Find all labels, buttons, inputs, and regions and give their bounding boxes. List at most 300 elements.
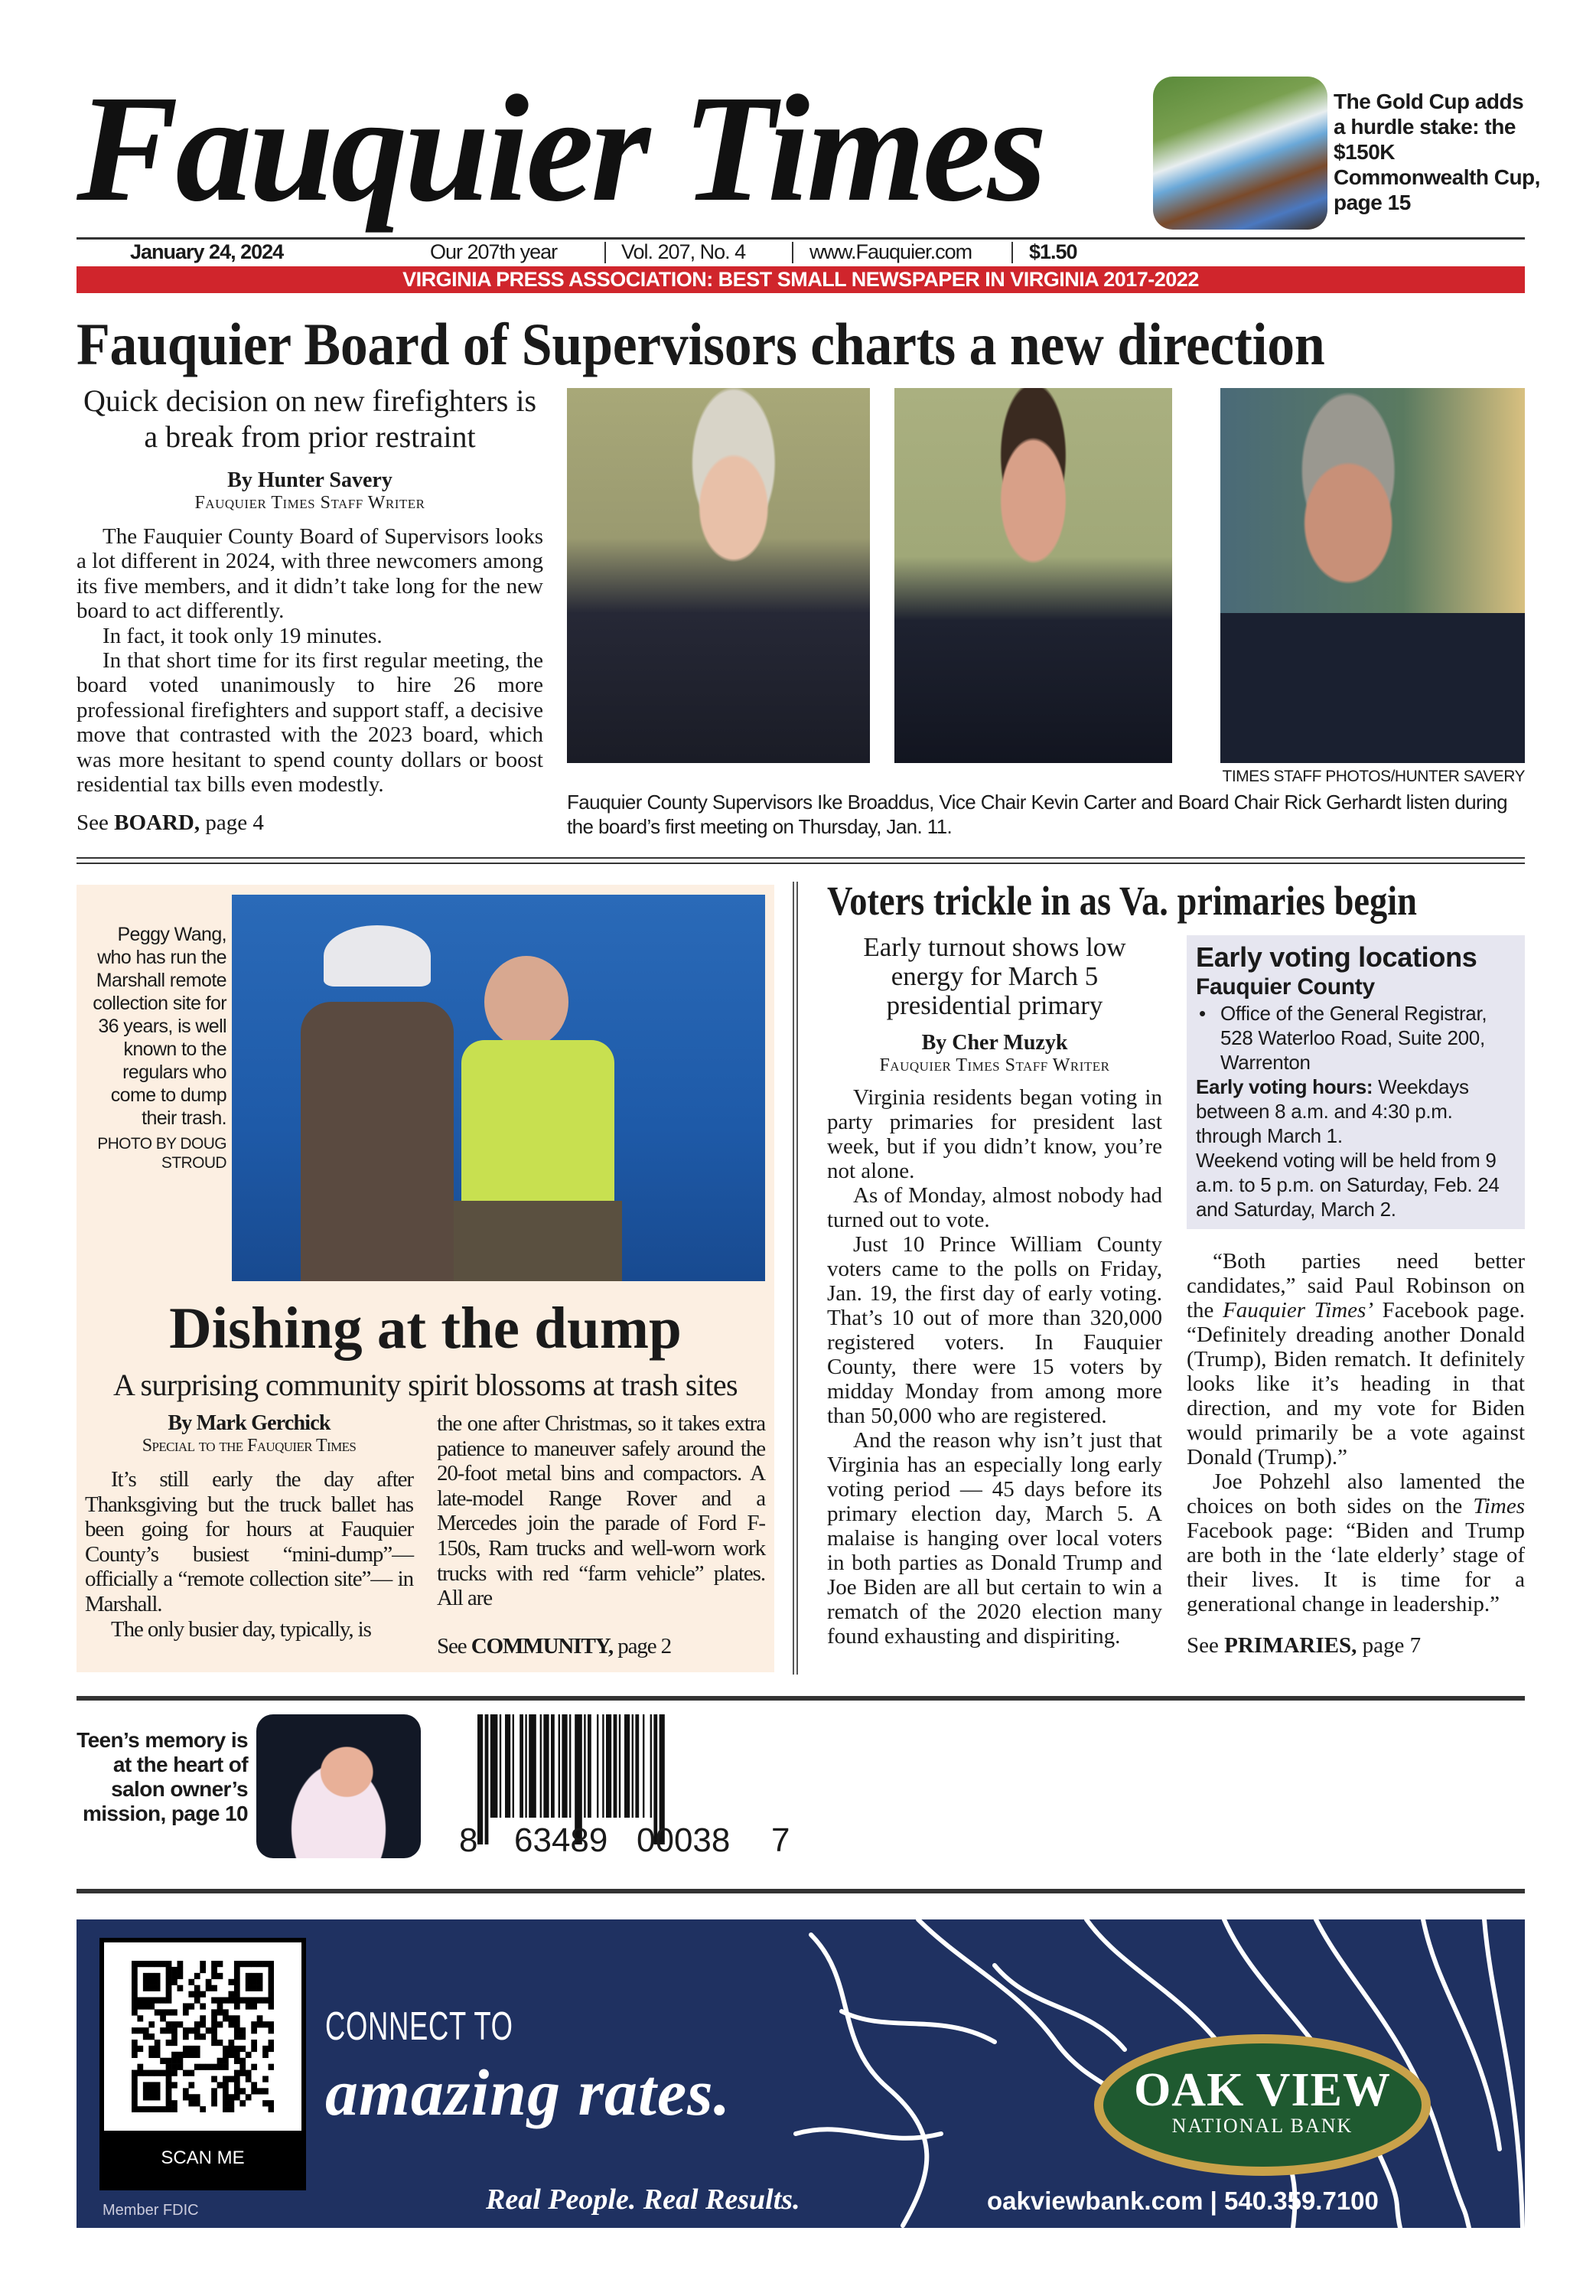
qr-module — [148, 2052, 155, 2058]
masthead-rule — [77, 237, 1525, 240]
qr-module — [228, 1991, 234, 1998]
qr-module — [194, 1973, 200, 1979]
qr-module — [246, 2052, 252, 2058]
qr-module — [171, 2106, 178, 2112]
qr-module — [148, 2106, 155, 2112]
barcode-bar — [529, 1714, 536, 1818]
qr-module — [223, 2009, 229, 2015]
qr-module — [137, 2027, 143, 2033]
qr-module — [166, 2094, 172, 2100]
gold-cup-teaser-text[interactable]: The Gold Cup adds a hurdle stake: the $150K Commonwealth Cup, page 15 — [1334, 90, 1540, 214]
lead-jump-link[interactable] — [77, 810, 543, 835]
qr-module — [166, 1961, 172, 1967]
qr-module — [137, 2046, 143, 2052]
qr-module — [148, 1979, 155, 1985]
qr-module — [211, 2064, 217, 2070]
qr-module — [160, 2027, 166, 2033]
qr-module — [211, 1998, 217, 2004]
qr-module — [234, 1973, 240, 1979]
qr-module — [188, 2070, 194, 2076]
qr-module — [200, 2003, 206, 2009]
qr-module — [155, 2094, 161, 2100]
qr-module — [257, 1985, 263, 1991]
qr-module — [234, 1985, 240, 1991]
qr-module — [269, 1961, 274, 1967]
qr-module — [217, 1973, 223, 1979]
qr-module — [234, 2033, 240, 2040]
qr-module — [262, 2088, 269, 2094]
qr-module — [178, 1967, 184, 1973]
qr-module — [234, 2058, 240, 2064]
location-list — [1196, 1001, 1516, 1075]
dump-photo-caption-block — [80, 923, 226, 1172]
jump-page: page 2 — [617, 1633, 672, 1658]
paragraph: Virginia residents began voting in party primaries for president last week, but if you didn’t know, you’re not alone. — [827, 1085, 1162, 1183]
qr-module — [194, 2027, 200, 2033]
dump-photo — [232, 895, 765, 1281]
bank-subtitle: NATIONAL BANK — [1171, 2115, 1353, 2137]
qr-module — [246, 1961, 252, 1967]
qr-module — [228, 2021, 234, 2027]
qr-module — [223, 2076, 229, 2082]
qr-module — [194, 2094, 200, 2100]
qr-module — [269, 2046, 274, 2052]
oak-view-bank-ad[interactable] — [77, 1919, 1525, 2228]
qr-module — [171, 2027, 178, 2033]
barcode-bar — [520, 1714, 523, 1818]
qr-module — [211, 2021, 217, 2027]
qr-module — [143, 1961, 149, 1967]
qr-module — [194, 2033, 200, 2040]
early-voting-box — [1187, 935, 1525, 1229]
barcode-bar — [490, 1714, 498, 1818]
ad-connect-text: CONNECT TO — [325, 2004, 513, 2049]
qr-module — [166, 2040, 172, 2046]
voters-col-2 — [1187, 935, 1525, 1658]
qr-module — [228, 2046, 234, 2052]
barcode-bar — [500, 1714, 501, 1818]
qr-module — [251, 2003, 257, 2009]
qr-module — [171, 2033, 178, 2040]
qr-module — [183, 2027, 189, 2033]
qr-module — [257, 2015, 263, 2021]
dump-col-2 — [437, 1411, 765, 1658]
qr-module — [178, 2064, 184, 2070]
lead-headline[interactable]: Fauquier Board of Supervisors charts a new direction — [77, 311, 1325, 377]
supervisor-photo-gerhardt — [1220, 388, 1525, 763]
qr-module — [251, 2046, 257, 2052]
text: Joe Pohzehl also lamented the choices on both sides on the — [1187, 1469, 1525, 1518]
qr-module — [228, 2076, 234, 2082]
qr-module — [228, 2094, 234, 2100]
qr-module — [188, 1991, 194, 1998]
qr-module — [148, 2021, 155, 2027]
qr-module — [132, 2100, 138, 2106]
qr-module — [183, 2033, 189, 2040]
qr-module — [132, 2076, 138, 2082]
bank-name: OAK VIEW — [1134, 2064, 1391, 2116]
qr-module — [143, 2003, 149, 2009]
qr-module — [239, 2064, 246, 2070]
qr-module — [234, 2003, 240, 2009]
qr-module — [143, 2027, 149, 2033]
man-figure — [301, 1002, 454, 1281]
barcode-bar — [543, 1714, 549, 1818]
qr-module — [200, 1991, 206, 1998]
qr-module — [269, 1973, 274, 1979]
qr-module — [251, 1998, 257, 2004]
qr-module — [228, 1998, 234, 2004]
paragraph: It’s still early the day after Thanksgiving but the truck ballet has been going for hours at Fauquier County’s busiest “mini-dump”— officially a “remote collection site”— in Marshall. — [85, 1467, 413, 1616]
barcode-bar — [635, 1714, 639, 1818]
qr-module — [143, 2094, 149, 2100]
qr-module — [148, 2088, 155, 2094]
barcode-digit: 8 — [459, 1821, 478, 1859]
jump-page: page 7 — [1362, 1633, 1422, 1658]
qr-module — [269, 1985, 274, 1991]
qr-module — [269, 2106, 274, 2112]
paragraph: Just 10 Prince William County voters came to the polls on Friday, Jan. 19, the first day of early voting. That’s 10 out of more than 320,000 registered voters. In Fauquier County, there were 15 voters by midday Monday from among more than 50,000 who are registered. — [827, 1232, 1162, 1428]
barcode-bar — [477, 1714, 483, 1844]
text: “Both parties need better candidates,” said Paul Robinson on the — [1187, 1249, 1525, 1322]
divider — [1011, 242, 1013, 263]
divider — [792, 242, 793, 263]
qr-module — [132, 1985, 138, 1991]
barcode-bar — [584, 1714, 585, 1818]
qr-module — [246, 2003, 252, 2009]
teen-teaser-photo[interactable] — [256, 1714, 421, 1858]
qr-code[interactable] — [99, 1938, 306, 2190]
qr-module — [148, 2082, 155, 2088]
voters-body — [827, 1085, 1162, 1649]
qr-module — [200, 2064, 206, 2070]
ad-contact[interactable]: oakviewbank.com | 540.359.7100 — [987, 2187, 1379, 2215]
qr-module — [246, 1973, 252, 1979]
dump-body — [85, 1467, 413, 1642]
qr-module — [217, 2040, 223, 2046]
qr-module — [239, 2027, 246, 2033]
qr-module — [239, 2088, 246, 2094]
qr-module — [223, 2082, 229, 2088]
qr-module — [143, 2033, 149, 2040]
qr-module — [171, 2064, 178, 2070]
jump-prefix: See — [437, 1633, 467, 1658]
qr-module — [194, 2052, 200, 2058]
qr-module — [155, 1979, 161, 1985]
qr-module — [148, 2033, 155, 2040]
qr-module — [188, 2082, 194, 2088]
qr-module — [262, 2046, 269, 2052]
qr-module — [137, 2106, 143, 2112]
qr-module — [155, 2088, 161, 2094]
qr-module — [183, 2009, 189, 2015]
website-link[interactable]: www.Fauquier.com — [809, 240, 972, 263]
barcode-bar — [643, 1714, 644, 1818]
member-fdic: Member FDIC — [103, 2202, 199, 2219]
qr-module — [143, 1979, 149, 1985]
barcode-bars — [459, 1714, 788, 1867]
qr-module — [143, 1973, 149, 1979]
qr-module — [148, 1985, 155, 1991]
qr-module — [246, 1998, 252, 2004]
hours-label: Early voting hours: — [1196, 1075, 1373, 1098]
qr-module — [148, 1998, 155, 2004]
qr-module — [171, 1973, 178, 1979]
voters-byline: By Cher Muzyk — [921, 1031, 1068, 1055]
section-rule — [77, 863, 1525, 864]
barcode-digits: 63489 — [514, 1821, 608, 1859]
qr-module — [217, 2058, 223, 2064]
oak-view-logo-badge — [1094, 2034, 1431, 2176]
qr-module — [148, 1973, 155, 1979]
dump-headline[interactable]: Dishing at the dump — [169, 1295, 682, 1361]
hours-text — [1196, 1075, 1516, 1148]
qr-module — [200, 1967, 206, 1973]
camo-jacket — [454, 1201, 622, 1281]
qr-module — [257, 2021, 263, 2027]
bottom-rule — [77, 1696, 1525, 1701]
barcode-bar — [632, 1714, 634, 1818]
barcode-bar — [602, 1714, 604, 1818]
voters-jump-link[interactable] — [1187, 1633, 1525, 1658]
qr-module — [234, 2094, 240, 2100]
supervisor-photo-carter — [894, 388, 1172, 763]
volume-label: Vol. 207, No. 4 — [621, 240, 746, 263]
qr-module — [234, 1961, 240, 1967]
qr-module — [166, 2106, 172, 2112]
qr-module — [262, 2100, 269, 2106]
qr-module — [239, 1998, 246, 2004]
barcode-bar — [559, 1714, 560, 1818]
qr-module — [137, 2064, 143, 2070]
qr-module — [223, 2058, 229, 2064]
paragraph: In fact, it took only 19 minutes. — [103, 623, 383, 648]
qr-module — [188, 2052, 194, 2058]
paragraph: As of Monday, almost nobody had turned out to vote. — [827, 1183, 1162, 1232]
qr-module — [234, 1967, 240, 1973]
award-banner: VIRGINIA PRESS ASSOCIATION: BEST SMALL NEWSPAPER IN VIRGINIA 2017-2022 — [77, 266, 1525, 293]
qr-module — [200, 2015, 206, 2021]
qr-module — [211, 1961, 217, 1967]
qr-module — [171, 2058, 178, 2064]
qr-module — [137, 1998, 143, 2004]
qr-module — [194, 1985, 200, 1991]
qr-module — [239, 2058, 246, 2064]
qr-module — [251, 2021, 257, 2027]
qr-module — [257, 1979, 263, 1985]
qr-module — [171, 2070, 178, 2076]
qr-code-image — [104, 1942, 301, 2131]
gold-cup-teaser-photo[interactable] — [1153, 77, 1327, 230]
qr-module — [211, 2015, 217, 2021]
dump-photo-credit: PHOTO BY DOUG STROUD — [97, 1135, 226, 1172]
qr-module — [160, 2106, 166, 2112]
qr-module — [178, 2021, 184, 2027]
issue-date: January 24, 2024 — [130, 240, 284, 263]
qr-module — [251, 2082, 257, 2088]
qr-module — [251, 2064, 257, 2070]
qr-module — [269, 2040, 274, 2046]
qr-module — [251, 1979, 257, 1985]
qr-module — [251, 1973, 257, 1979]
ad-amazing-rates: amazing rates. — [325, 2056, 731, 2129]
qr-module — [194, 1991, 200, 1998]
ad-rule — [77, 1889, 1525, 1893]
qr-module — [155, 2052, 161, 2058]
lead-body — [77, 524, 543, 797]
qr-module — [194, 1998, 200, 2004]
qr-module — [132, 1961, 138, 1967]
qr-module — [143, 2106, 149, 2112]
qr-module — [269, 2064, 274, 2070]
qr-module — [171, 2052, 178, 2058]
column-divider — [793, 882, 798, 1675]
qr-module — [160, 2070, 166, 2076]
qr-module — [269, 1967, 274, 1973]
qr-module — [166, 2082, 172, 2088]
qr-module — [188, 2003, 194, 2009]
early-voting-county: Fauquier County — [1196, 974, 1375, 1000]
qr-module — [228, 2015, 234, 2021]
qr-module — [200, 2021, 206, 2027]
scan-me-label: SCAN ME — [161, 2148, 245, 2168]
qr-module — [132, 2046, 138, 2052]
location-item: • Office of the General Registrar, 528 Waterloo Road, Suite 200, Warrenton — [1220, 1001, 1516, 1075]
barcode-digit: 7 — [771, 1821, 790, 1859]
lead-photo-credit: TIMES STAFF PHOTOS/HUNTER SAVERY — [1222, 768, 1525, 785]
qr-module — [223, 2015, 229, 2021]
qr-module — [234, 1991, 240, 1998]
qr-module — [178, 2058, 184, 2064]
qr-module — [211, 2076, 217, 2082]
qr-module — [269, 2003, 274, 2009]
safety-vest — [461, 1040, 614, 1208]
qr-module — [183, 2046, 189, 2052]
qr-module — [200, 2106, 206, 2112]
qr-module — [178, 2052, 184, 2058]
qr-module — [194, 2100, 200, 2106]
qr-module — [166, 2058, 172, 2064]
weekend-text: Weekend voting will be held from 9 a.m. to 5 p.m. on Saturday, Feb. 24 and Saturday, March 2. — [1196, 1149, 1500, 1221]
qr-module — [143, 2070, 149, 2076]
qr-module — [188, 2100, 194, 2106]
section-rule — [77, 857, 1525, 859]
voters-headline[interactable]: Voters trickle in as Va. primaries begin — [827, 878, 1417, 924]
voters-body — [1187, 1249, 1525, 1616]
qr-module — [257, 1961, 263, 1967]
lead-article — [77, 383, 543, 836]
qr-module — [239, 2100, 246, 2106]
qr-module — [166, 1967, 172, 1973]
dump-subhead: A surprising community spirit blossoms at trash sites — [113, 1368, 738, 1402]
qr-module — [132, 2070, 138, 2076]
jump-prefix: See — [77, 810, 109, 836]
lead-byline-title: Fauquier Times Staff Writer — [194, 493, 425, 513]
qr-module — [166, 1979, 172, 1985]
qr-module — [155, 2040, 161, 2046]
qr-module — [239, 2070, 246, 2076]
ad-tagline: Real People. Real Results. — [486, 2183, 800, 2216]
qr-module — [132, 1979, 138, 1985]
lead-subhead: Quick decision on new firefighters is a break from prior restraint — [83, 383, 537, 454]
qr-module — [188, 2046, 194, 2052]
qr-module — [166, 1973, 172, 1979]
qr-module — [211, 1985, 217, 1991]
qr-module — [155, 2070, 161, 2076]
text: Facebook page. “Definitely dreading another Donald (Trump), Biden rematch. It definitely looks like it’s heading in that direction, and my vote for Biden would primarily be a vote against Donald (Trump).” — [1187, 1298, 1525, 1469]
qr-module — [137, 2015, 143, 2021]
qr-module — [269, 2021, 274, 2027]
qr-module — [171, 2009, 178, 2015]
italic-text: Fauquier Times’ — [1223, 1298, 1373, 1322]
paragraph — [1187, 1469, 1525, 1616]
qr-module — [160, 2009, 166, 2015]
qr-module — [155, 1998, 161, 2004]
dump-jump-link[interactable] — [437, 1634, 765, 1659]
qr-module — [228, 1979, 234, 1985]
qr-module — [171, 1979, 178, 1985]
qr-module — [166, 2088, 172, 2094]
qr-module — [155, 2046, 161, 2052]
qr-module — [262, 1961, 269, 1967]
qr-module — [251, 1985, 257, 1991]
jump-word: BOARD, — [114, 810, 200, 836]
qr-module — [166, 2076, 172, 2082]
qr-module — [148, 2094, 155, 2100]
paragraph: In that short time for its first regular meeting, the board voted unanimously to hire 26 more professional firefighters and support staff, a decisive move that contrasted with the 2023 board, which was more hesitant to spend county dollars or boost residential tax bills even modestly. — [77, 648, 543, 797]
qr-module — [132, 2094, 138, 2100]
qr-module — [166, 1998, 172, 2004]
divider — [604, 242, 606, 263]
paragraph: And the reason why isn’t just that Virginia has an especially long early voting period — 45 days before its primary election day, March 5. A malaise is hanging over local voters in both parties as Donald Trump and Joe Biden are all but certain to win a rematch of the 2020 election many found exhausting and dispiriting. — [827, 1428, 1162, 1649]
qr-module — [262, 2052, 269, 2058]
dateline — [77, 240, 1525, 266]
qr-module — [143, 2088, 149, 2094]
paragraph: the one after Christmas, so it takes extra patience to maneuver safely around the 20-foot metal bins and compactors. A late-model Range Rover and a Mercedes join the parade of Ford F-150s, Ram trucks and well-worn work trucks with red “farm vehicle” plates. All are — [437, 1411, 765, 1611]
qr-module — [217, 2064, 223, 2070]
qr-module — [234, 2076, 240, 2082]
hours-value: Weekdays between 8 a.m. and 4:30 p.m. through March 1. — [1196, 1075, 1469, 1147]
lead-photo-caption: Fauquier County Supervisors Ike Broaddus, Vice Chair Kevin Carter and Board Chair Rick Gerhardt listen during the board’s first meeting on Thursday, Jan. 11. — [567, 791, 1507, 838]
qr-module — [166, 2064, 172, 2070]
qr-module — [217, 2021, 223, 2027]
qr-module — [132, 2040, 138, 2046]
paragraph — [1187, 1249, 1525, 1469]
voters-subhead: Early turnout shows low energy for March 5 presidential primary — [863, 932, 1126, 1020]
barcode-bar — [588, 1714, 591, 1818]
qr-module — [223, 2088, 229, 2094]
qr-module — [257, 2088, 263, 2094]
qr-module — [269, 1991, 274, 1998]
qr-module — [171, 2100, 178, 2106]
qr-module — [143, 1985, 149, 1991]
qr-module — [211, 2088, 217, 2094]
qr-module — [228, 2052, 234, 2058]
qr-module — [171, 1967, 178, 1973]
qr-module — [137, 2070, 143, 2076]
barcode-digits: 00038 — [637, 1821, 731, 1859]
qr-module — [132, 1967, 138, 1973]
teen-teaser-text[interactable]: Teen’s memory is at the heart of salon owner’s mission, page 10 — [77, 1728, 248, 1825]
qr-module — [234, 2046, 240, 2052]
qr-module — [246, 1985, 252, 1991]
qr-module — [234, 2015, 240, 2021]
qr-module — [234, 2021, 240, 2027]
qr-module — [211, 2100, 217, 2106]
hat — [324, 925, 431, 987]
barcode-bar — [551, 1714, 555, 1818]
qr-module — [217, 2003, 223, 2009]
